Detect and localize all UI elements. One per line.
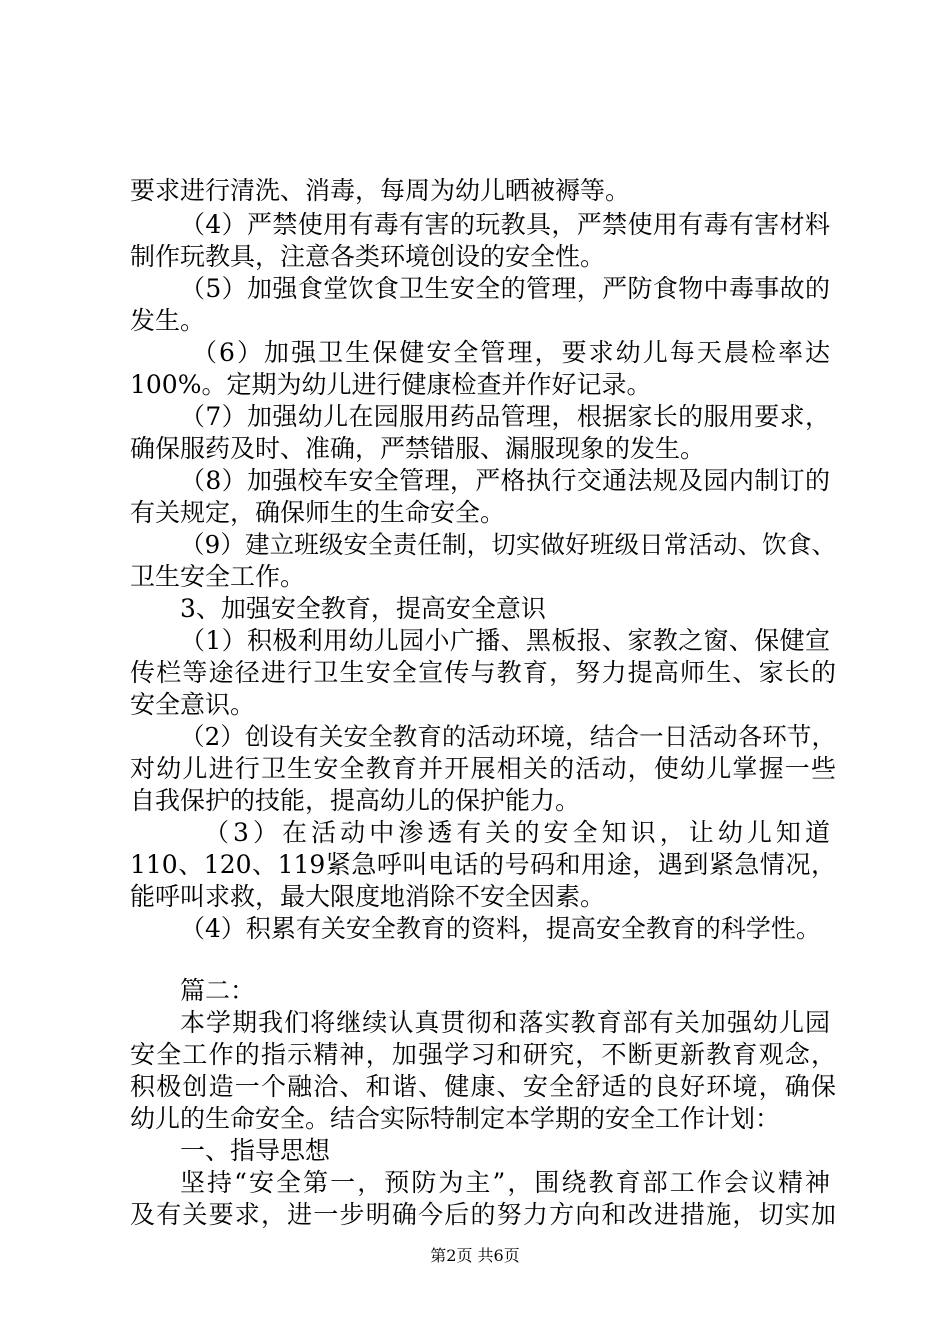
text-line: （9）建立班级安全责任制，切实做好班级日常活动、饮食、 [180, 530, 836, 559]
page-number-footer: 第2页 共6页 [430, 1246, 520, 1265]
text-line: （3）在活动中渗透有关的安全知识，让幼儿知道 [204, 818, 830, 847]
text-line: （6）加强卫生保健安全管理，要求幼儿每天晨检率达 [192, 338, 830, 367]
text-line: 有关规定，确保师生的生命安全。 [130, 498, 506, 527]
text-line: 安全意识。 [130, 690, 256, 719]
text-line: 制作玩教具，注意各类环境创设的安全性。 [130, 242, 606, 271]
text-line: 及有关要求，进一步明确今后的努力方向和改进措施，切实加 [130, 1200, 836, 1229]
text-line: （2）创设有关安全教育的活动环境，结合一日活动各环节， [180, 722, 836, 751]
text-line: 对幼儿进行卫生安全教育并开展相关的活动，使幼儿掌握一些 [130, 754, 836, 783]
section-heading: 3、加强安全教育，提高安全意识 [180, 594, 546, 623]
text-line: 能呼叫求救，最大限度地消除不安全因素。 [130, 882, 606, 911]
text-line: 安全工作的指示精神，加强学习和研究，不断更新教育观念， [130, 1040, 836, 1069]
text-line: 本学期我们将继续认真贯彻和落实教育部有关加强幼儿园 [180, 1008, 830, 1037]
section-heading: 篇二： [180, 976, 256, 1005]
text-line: 卫生安全工作。 [130, 562, 306, 591]
text-line: 坚持“安全第一，预防为主”，围绕教育部工作会议精神 [180, 1168, 830, 1197]
text-line: （7）加强幼儿在园服用药品管理，根据家长的服用要求， [180, 402, 830, 431]
text-line: 100%。定期为幼儿进行健康检查并作好记录。 [130, 370, 652, 399]
text-line: 发生。 [130, 306, 206, 335]
text-line: 自我保护的技能，提高幼儿的保护能力。 [130, 786, 581, 815]
text-line: 传栏等途径进行卫生安全宣传与教育，努力提高师生、家长的 [130, 658, 836, 687]
text-line: （8）加强校车安全管理，严格执行交通法规及园内制订的 [180, 466, 830, 495]
section-heading: 一、指导思想 [180, 1136, 331, 1165]
text-line: 积极创造一个融洽、和谐、健康、安全舒适的良好环境，确保 [130, 1072, 836, 1101]
text-line: 110、120、119紧急呼叫电话的号码和用途，遇到紧急情况， [130, 850, 836, 879]
text-line: （4）严禁使用有毒有害的玩教具，严禁使用有毒有害材料 [180, 210, 830, 239]
text-line: （4）积累有关安全教育的资料，提高安全教育的科学性。 [180, 914, 821, 943]
text-line: 确保服药及时、准确，严禁错服、漏服现象的发生。 [130, 434, 706, 463]
text-line: 幼儿的生命安全。结合实际特制定本学期的安全工作计划： [130, 1104, 781, 1133]
text-line: （1）积极利用幼儿园小广播、黑板报、家教之窗、保健宣 [180, 626, 830, 655]
text-line: （5）加强食堂饮食卫生安全的管理，严防食物中毒事故的 [180, 274, 830, 303]
text-line: 要求进行清洗、消毒，每周为幼儿晒被褥等。 [130, 176, 631, 205]
